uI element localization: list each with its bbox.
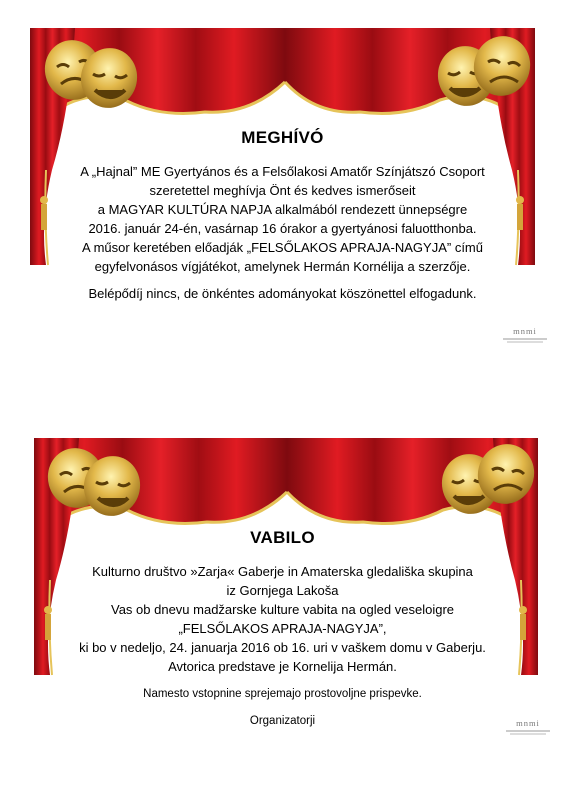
logo-underline: [503, 338, 547, 340]
theater-masks-icon: [38, 440, 148, 525]
invitation-line: egyfelvonásos vígjátékot, amelynek Hermán Kornélija a szerzője.: [94, 259, 471, 274]
logo-underline: [506, 730, 550, 732]
theater-masks-icon: [428, 30, 538, 115]
theater-masks-icon: [35, 32, 145, 117]
invitation-slovenian: [0, 430, 565, 799]
invitation-line: Kulturno društvo »Zarja« Gaberje in Amaterska gledališka skupina: [92, 564, 473, 579]
invitation-line: Vas ob dnevu madžarske kulture vabita na ogled veseloigre: [110, 602, 455, 617]
invitation-line: „FELSŐLAKOS APRAJA-NAGYJA”,: [178, 621, 387, 636]
invitation-title: MEGHÍVÓ: [241, 128, 324, 147]
invitation-line: 2016. január 24-én, vasárnap 16 órakor a gyertyánosi faluotthonba.: [88, 221, 477, 236]
invitation-text-hu: [0, 128, 565, 303]
invitation-line: A műsor keretében előadják „FELSŐLAKOS APRAJA-NAGYJA” című: [82, 240, 483, 255]
invitation-line: szeretettel meghívja Önt és kedves ismerőseit: [149, 183, 416, 198]
invitation-line: A „Hajnal” ME Gyertyános és a Felsőlakosi Amatőr Színjátszó Csoport: [80, 164, 485, 179]
invitation-line: ki bo v nedeljo, 24. januarja 2016 ob 16. uri v vaškem domu v Gaberju.: [79, 640, 486, 655]
mnmi-logo-icon: [495, 318, 555, 346]
logo-underline: [507, 341, 543, 343]
invitation-hungarian: [0, 20, 565, 365]
logo-underline: [510, 733, 546, 735]
invitation-signature: Organizatorji: [249, 715, 316, 727]
invitation-line: iz Gornjega Lakoša: [226, 583, 339, 598]
invitation-line: a MAGYAR KULTÚRA NAPJA alkalmából rendezett ünnepségre: [97, 202, 468, 217]
invitation-title: VABILO: [250, 528, 315, 547]
invitation-text-sl: [0, 528, 565, 730]
invitation-line: Belépődíj nincs, de önkéntes adományokat köszönettel elfogadunk.: [88, 286, 477, 301]
logo-text: mnmi: [516, 718, 540, 728]
theater-masks-icon: [432, 438, 542, 523]
invitation-line: Namesto vstopnine sprejemajo prostovoljne prispevke.: [143, 688, 422, 700]
mnmi-logo-icon: [498, 710, 558, 738]
invitation-line: Avtorica predstave je Kornelija Hermán.: [168, 659, 397, 674]
logo-text: mnmi: [513, 326, 537, 336]
